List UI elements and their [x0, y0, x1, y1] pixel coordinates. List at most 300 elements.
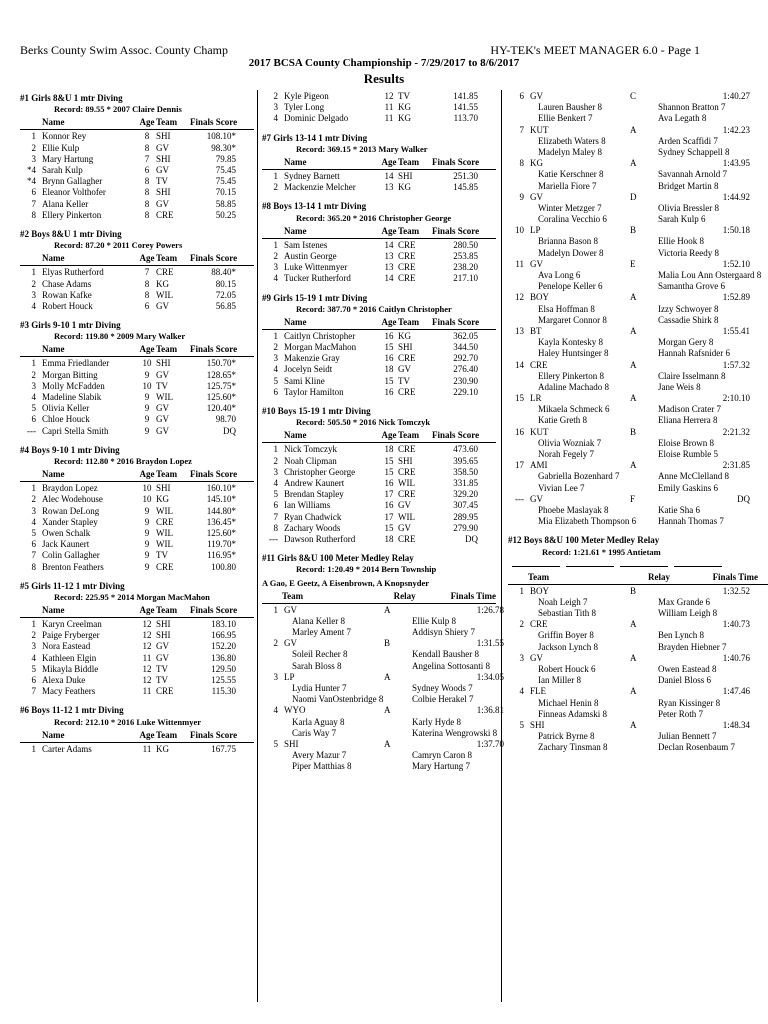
athlete-age: 6: [144, 300, 150, 311]
relay-result-row: [262, 604, 504, 616]
swimmer-pair: [508, 516, 768, 527]
age-header: Age: [381, 316, 397, 327]
finals-time: 1:40.76: [722, 652, 750, 663]
finals-time: 1:50.18: [722, 225, 750, 236]
finals-score: 56.85: [215, 300, 236, 311]
team-code: CRE: [156, 686, 174, 697]
team-code: SHI: [284, 738, 299, 749]
team-code: GV: [156, 641, 169, 652]
team-code: GV: [156, 369, 169, 380]
athlete-age: 8: [144, 142, 150, 153]
team-code: SHI: [530, 719, 545, 730]
swimmer-name: Emily Gaskins 6: [658, 482, 718, 493]
result-row: [20, 686, 254, 697]
relay-header: Relay: [393, 590, 416, 601]
team-code: GV: [156, 425, 169, 436]
athlete-age: 12: [142, 641, 152, 652]
team-code: CRE: [530, 619, 548, 630]
swimmer-pair: [508, 709, 768, 720]
event-record: Record: 1:20.49 * 2014 Bern Township: [296, 564, 437, 575]
relay-letter: A: [384, 671, 391, 682]
team-code: GV: [284, 604, 297, 615]
athlete-name: Jocelyn Seidt: [284, 364, 333, 375]
team-code: SHI: [156, 483, 171, 494]
athlete-age: 13: [384, 250, 394, 261]
relay-letter: A: [630, 158, 637, 169]
athlete-name: Noah Clipman: [284, 455, 337, 466]
swimmer-pair: [262, 616, 496, 627]
column-header: [20, 253, 254, 266]
place: ---: [27, 425, 36, 436]
swimmer-name: Ellie Benkert 7: [538, 113, 593, 124]
name-header: Name: [284, 430, 307, 441]
team-code: WIL: [398, 511, 415, 522]
swimmer-pair: [508, 248, 768, 259]
swimmer-name: Soleil Recher 8: [292, 649, 348, 660]
team-code: KG: [398, 330, 411, 341]
finals-time: 1:31.55: [476, 638, 504, 649]
athlete-name: Tucker Rutherford: [284, 273, 351, 284]
swimmer-name: Owen Eastead 8: [658, 664, 717, 675]
swimmer-name: Savannah Arnold 7: [658, 169, 727, 180]
swimmer-name: Avery Mazur 7: [292, 750, 347, 761]
swimmer-name: Colbie Herakel 7: [412, 694, 474, 705]
swimmer-name: Margaret Connor 8: [538, 314, 607, 325]
record-holders: A Gao, E Geetz, A Eisenbrown, A Knopsnyder: [262, 577, 430, 588]
event-continuation: [508, 91, 768, 527]
swimmer-name: Kayla Kontesky 8: [538, 337, 603, 348]
age-header: Age: [381, 225, 397, 236]
place: 3: [31, 380, 36, 391]
result-row: [20, 381, 254, 392]
finals-score: 125.60*: [206, 392, 236, 403]
result-row: [262, 456, 496, 467]
swimmer-name: Finneas Adamski 8: [538, 708, 607, 719]
finals-time: 1:34.05: [476, 671, 504, 682]
finals-score: 145.10*: [206, 494, 236, 505]
finals-score: 473.60: [453, 444, 478, 455]
result-row: [262, 182, 496, 193]
swimmer-pair: [262, 683, 496, 694]
athlete-age: 8: [144, 209, 150, 220]
event-record: Record: 387.70 * 2016 Caitlyn Christopher: [296, 303, 452, 314]
swimmer-name: Karly Hyde 8: [412, 716, 461, 727]
finals-score: 58.85: [215, 198, 236, 209]
event-record: Record: 369.15 * 2013 Mary Walker: [296, 143, 428, 154]
result-row: [20, 641, 254, 652]
team-code: CRE: [398, 444, 416, 455]
place-header: [262, 430, 284, 442]
place: 15: [515, 393, 524, 404]
place: 7: [273, 511, 278, 522]
place: 3: [273, 466, 278, 477]
swimmer-name: Katerina Wengrowski 8: [412, 727, 498, 738]
relay-result-row: [508, 192, 768, 203]
place: 8: [31, 209, 36, 220]
athlete-age: 8: [144, 198, 150, 209]
swimmer-name: Daniel Bloss 6: [658, 675, 711, 686]
result-row: [20, 539, 254, 550]
team-header: Team: [156, 117, 178, 128]
athlete-name: Madeline Slabik: [42, 392, 102, 403]
blank-underline: [674, 560, 722, 567]
swimmer-name: Norah Fegely 7: [538, 449, 594, 459]
finals-time: 1:42.23: [722, 124, 750, 135]
age-header: Age: [139, 469, 155, 480]
athlete-age: 16: [384, 330, 394, 341]
result-row: [20, 426, 254, 437]
athlete-name: Robert Houck: [42, 300, 93, 311]
column-header: [262, 591, 496, 604]
place-header: [20, 253, 42, 265]
relay-letter: A: [630, 719, 637, 730]
athlete-name: Morgan MacMahon: [284, 342, 357, 353]
place: 8: [519, 158, 524, 169]
team-header: Team: [156, 344, 178, 355]
result-row: [20, 131, 254, 142]
swimmer-name: Victoria Reedy 8: [658, 247, 719, 258]
swimmer-name: Julian Bennett 7: [658, 731, 717, 742]
swimmer-pair: [508, 698, 768, 709]
relay-letter: B: [630, 426, 637, 437]
athlete-age: 16: [384, 386, 394, 397]
name-header: Name: [284, 225, 307, 236]
athlete-name: Nora Eastead: [42, 641, 91, 652]
place: 1: [31, 619, 36, 630]
swimmer-name: Mariella Fiore 7: [538, 180, 597, 191]
swimmer-name: Haley Huntsinger 8: [538, 348, 609, 359]
result-row: [262, 353, 496, 364]
relay-letter: E: [630, 258, 636, 269]
athlete-age: 16: [384, 353, 394, 364]
place: 2: [31, 494, 36, 505]
relay-result-row: [508, 259, 768, 270]
place: 3: [273, 353, 278, 364]
finals-score: 166.95: [211, 630, 236, 641]
athlete-name: Jack Kaunert: [42, 539, 90, 550]
finals-time: 1:57.32: [722, 359, 750, 370]
swimmer-pair: [508, 147, 768, 158]
finals-score: 344.50: [453, 342, 478, 353]
result-row: [20, 550, 254, 561]
finals-score: 108.10*: [206, 131, 236, 142]
swimmer-name: Adaline Machado 8: [538, 381, 609, 392]
results-column-2: [262, 91, 504, 781]
finals-score: 217.10: [453, 273, 478, 284]
result-row: [20, 187, 254, 198]
team-code: KG: [398, 182, 411, 193]
athlete-name: Emma Friedlander: [42, 358, 110, 369]
finals-score: 292.70: [453, 353, 478, 364]
column-header: [262, 226, 496, 239]
finals-time: 1:44.92: [722, 191, 750, 202]
team-code: CRE: [398, 386, 416, 397]
finals-score: 50.25: [215, 209, 236, 220]
team-code: CRE: [398, 239, 416, 250]
athlete-name: Karyn Creelman: [42, 619, 102, 630]
swimmer-name: Ellie Kulp 8: [412, 615, 456, 626]
team-code: FLE: [530, 686, 547, 697]
finals-score: 395.65: [453, 455, 478, 466]
team-code: TV: [156, 176, 168, 187]
place: 6: [31, 414, 36, 425]
swimmer-name: Katie Kerschner 8: [538, 169, 604, 180]
athlete-name: Zachary Woods: [284, 522, 341, 533]
athlete-name: Chloe Houck: [42, 414, 90, 425]
athlete-name: Capri Stella Smith: [42, 425, 109, 436]
swimmer-pair: [262, 761, 496, 772]
place: 2: [273, 182, 278, 193]
athlete-age: 8: [144, 187, 150, 198]
swimmer-pair: [508, 203, 768, 214]
column-header: [20, 605, 254, 618]
athlete-name: Olivia Keller: [42, 403, 90, 414]
event-title: #5 Girls 11-12 1 mtr Diving: [20, 580, 125, 591]
team-code: WIL: [156, 505, 173, 516]
score-header: Finals Score: [190, 469, 238, 480]
athlete-name: Caitlyn Christopher: [284, 330, 356, 341]
athlete-name: Macy Feathers: [42, 686, 96, 697]
relay-letter: A: [630, 460, 637, 471]
team-code: KG: [156, 494, 169, 505]
finals-score: 238.20: [453, 262, 478, 273]
team-code: KUT: [530, 124, 549, 135]
team-code: BOY: [530, 585, 550, 596]
athlete-age: 15: [384, 466, 394, 477]
finals-score: 80.15: [215, 278, 236, 289]
team-header: Team: [156, 253, 178, 264]
result-row: [20, 630, 254, 641]
place: 10: [515, 225, 524, 236]
swimmer-name: Alana Keller 8: [292, 615, 345, 626]
place: 6: [31, 675, 36, 686]
relay-team-header: Team: [282, 590, 304, 601]
athlete-name: Alec Wodehouse: [42, 494, 103, 505]
finals-score: 160.10*: [206, 483, 236, 494]
team-code: GV: [530, 652, 543, 663]
blank-underline: [620, 560, 668, 567]
athlete-age: 11: [142, 652, 152, 663]
swimmer-name: Piper Matthias 8: [292, 761, 352, 772]
place-header: [20, 469, 42, 481]
athlete-age: 10: [142, 380, 152, 391]
athlete-age: 9: [144, 505, 150, 516]
swimmer-name: Hannah Rafsnider 6: [658, 348, 730, 359]
result-row: [262, 444, 496, 455]
swimmer-name: Brayden Hiebner 7: [658, 641, 727, 652]
event-title: #1 Girls 8&U 1 mtr Diving: [20, 93, 123, 103]
event-block: [508, 535, 768, 753]
athlete-age: 13: [384, 262, 394, 273]
swimmer-pair: [508, 415, 768, 426]
athlete-name: Kathleen Elgin: [42, 652, 97, 663]
finals-score: 88.40*: [211, 267, 236, 278]
athlete-age: 14: [384, 239, 394, 250]
finals-score: 119.70*: [207, 539, 236, 550]
event-record: Record: 112.80 * 2016 Braydon Lopez: [54, 455, 192, 466]
name-header: Name: [42, 729, 65, 740]
swimmer-name: Camryn Caron 8: [412, 750, 472, 761]
finals-score: 331.85: [453, 478, 478, 488]
place: 4: [273, 113, 278, 124]
swimmer-name: Ava Long 6: [538, 270, 581, 280]
team-code: CRE: [156, 516, 174, 527]
team-code: TV: [156, 380, 168, 391]
team-code: CRE: [156, 267, 174, 278]
result-row: [20, 506, 254, 517]
athlete-name: Mackenzie Melcher: [284, 182, 356, 193]
swimmer-name: Bridget Martin 8: [658, 180, 719, 191]
finals-time: 1:36.81: [476, 705, 504, 716]
result-row: [20, 176, 254, 187]
team-code: GV: [156, 652, 169, 663]
team-code: SHI: [156, 187, 171, 198]
place: 1: [31, 743, 36, 754]
result-row: [20, 528, 254, 539]
result-row: [20, 154, 254, 165]
finals-time: 1:37.70: [476, 738, 504, 749]
result-row: [262, 342, 496, 353]
swimmer-name: Penelope Keller 6: [538, 281, 603, 292]
finals-score: 362.05: [453, 330, 478, 341]
team-code: LP: [530, 225, 541, 236]
score-header: Finals Score: [190, 729, 238, 740]
athlete-age: 12: [142, 619, 152, 630]
result-row: [262, 387, 496, 398]
event-block: [20, 93, 254, 221]
athlete-age: 8: [144, 278, 150, 289]
team-code: WIL: [156, 392, 173, 403]
score-header: Finals Score: [190, 117, 238, 128]
swimmer-name: Madelyn Maley 8: [538, 146, 602, 157]
result-row: [262, 91, 496, 102]
result-row: [262, 364, 496, 375]
relay-result-row: [508, 653, 768, 664]
age-header: Age: [139, 344, 155, 355]
finals-score: 253.85: [453, 250, 478, 261]
place: 2: [273, 91, 278, 101]
relay-result-row: [508, 125, 768, 136]
athlete-age: 12: [142, 675, 152, 686]
result-row: [20, 279, 254, 290]
relay-letter: B: [384, 638, 391, 649]
swimmer-pair: [508, 102, 768, 113]
athlete-name: Eleanor Volthofer: [42, 187, 106, 198]
finals-score: 115.30: [211, 686, 236, 697]
swimmer-name: Patrick Byrne 8: [538, 731, 595, 742]
relay-result-row: [508, 225, 768, 236]
team-code: BOY: [530, 292, 550, 303]
relay-result-row: [508, 360, 768, 371]
team-header: Team: [398, 316, 420, 327]
swimmer-name: Elsa Hoffman 8: [538, 303, 595, 314]
place: 14: [515, 359, 524, 370]
swimmer-name: Sarah Kulp 6: [658, 214, 706, 225]
team-header: Team: [398, 225, 420, 236]
finals-score: 167.75: [211, 743, 236, 754]
place: 4: [31, 300, 36, 311]
finals-score: 125.60*: [206, 527, 236, 538]
athlete-name: Brynn Gallagher: [42, 176, 103, 187]
team-code: SHI: [156, 358, 171, 369]
finals-score: DQ: [465, 533, 478, 544]
score-header: Finals Score: [190, 253, 238, 264]
athlete-age: 8: [144, 176, 150, 187]
finals-score: 125.55: [211, 675, 236, 686]
swimmer-name: Mia Elizabeth Thompson 6: [538, 516, 637, 527]
finals-time: 1:32.52: [722, 585, 750, 596]
event-block: [20, 445, 254, 573]
age-header: Age: [139, 117, 155, 128]
athlete-name: Rowan Kafke: [42, 289, 92, 300]
place: 2: [273, 342, 278, 353]
athlete-age: 8: [144, 131, 150, 142]
finals-score: 100.80: [211, 561, 236, 572]
finals-score: 79.85: [215, 153, 236, 164]
athlete-name: Carter Adams: [42, 743, 92, 754]
swimmer-name: Eloise Rumble 5: [658, 449, 718, 459]
team-code: GV: [156, 164, 169, 175]
athlete-age: 16: [384, 500, 394, 511]
event-title: #2 Boys 8&U 1 mtr Diving: [20, 228, 122, 239]
team-code: GV: [398, 364, 411, 375]
athlete-name: Paige Fryberger: [42, 630, 100, 641]
finals-score: 136.80: [211, 652, 236, 663]
result-row: [262, 467, 496, 478]
athlete-name: Austin George: [284, 250, 337, 261]
age-header: Age: [381, 156, 397, 167]
place: 3: [273, 262, 278, 273]
swimmer-name: Peter Roth 7: [658, 708, 703, 719]
place: 6: [31, 187, 36, 198]
swimmer-name: Naomi VanOstenbridge 8: [292, 694, 384, 705]
result-row: [20, 664, 254, 675]
finals-score: 120.40*: [206, 403, 236, 414]
athlete-age: 15: [384, 455, 394, 466]
swimmer-pair: [262, 750, 496, 761]
column-header: [262, 157, 496, 170]
athlete-name: Xander Stapley: [42, 516, 98, 527]
event-title: #7 Girls 13-14 1 mtr Diving: [262, 132, 368, 143]
team-code: TV: [398, 375, 410, 386]
relay-letter: B: [630, 585, 637, 596]
place: 2: [273, 455, 278, 466]
team-code: LR: [530, 393, 542, 404]
name-header: Name: [284, 156, 307, 167]
relay-letter: F: [630, 493, 636, 504]
event-block: [262, 201, 496, 284]
place: 8: [31, 561, 36, 572]
athlete-age: 16: [384, 478, 394, 488]
swimmer-name: Katie Greth 8: [538, 415, 587, 426]
place-header: [20, 605, 42, 617]
swimmer-pair: [508, 471, 768, 482]
name-header: Name: [42, 117, 65, 128]
swimmer-name: Sydney Woods 7: [412, 683, 473, 694]
swimmer-pair: [508, 382, 768, 393]
swimmer-pair: [508, 675, 768, 686]
swimmer-name: Sarah Bloss 8: [292, 660, 342, 671]
swimmer-name: Michael Henin 8: [538, 697, 599, 708]
swimmer-name: Izzy Schwoyer 8: [658, 303, 719, 314]
relay-result-row: [508, 619, 768, 630]
swimmer-pair: [508, 438, 768, 449]
result-row: [262, 512, 496, 523]
swimmer-pair: [508, 608, 768, 619]
place: 3: [519, 652, 524, 663]
relay-result-row: [508, 686, 768, 697]
swimmer-pair: [508, 304, 768, 315]
